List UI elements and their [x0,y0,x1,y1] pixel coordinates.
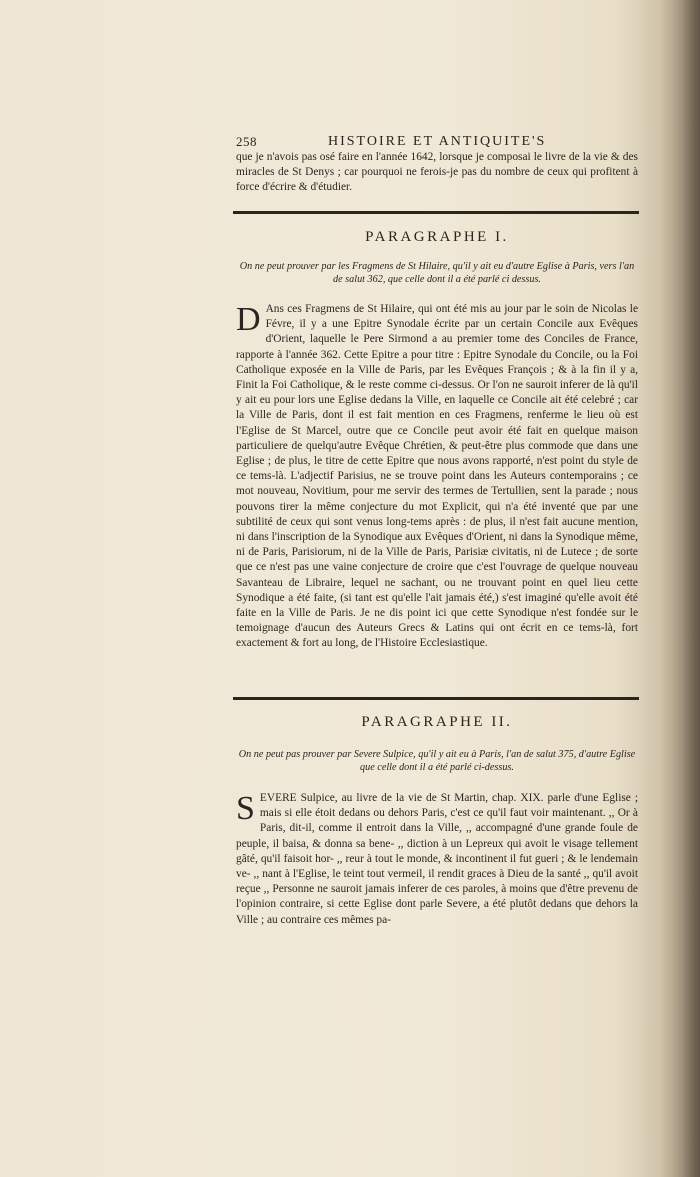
section-divider-2 [233,697,639,700]
book-spine-shadow [660,0,700,1177]
paragraph2-dropcap: S [236,790,255,827]
section-divider-1 [233,211,639,214]
paragraph1-subtitle: On ne peut prouver par les Fragmens de St Hilaire, qu'il y ait eu d'autre Eglise à Paris, vers l'an de salut 362, que celle dont il a été parlé ci dessus. [239,261,635,285]
paragraph1-title: PARAGRAPHE I. [365,229,509,245]
paragraph2-subtitle: On ne peut pas prouver par Severe Sulpice, qu'il y ait eu à Paris, l'an de salut 375, d'autre Eglise que celle dont il a été parlé ci-dessus. [238,749,636,773]
page-header [236,134,638,150]
paragraph1-dropcap: D [236,301,261,338]
paragraph2-title: PARAGRAPHE II. [361,714,513,730]
paragraph2-body [236,791,638,928]
paragraph1-text: Ans ces Fragmens de St Hilaire, qui ont été mis au jour par le soin de Nicolas le Févre, il y a une Epitre Synodale écrite par un certain Concile aux Evêques d'Orient, laquelle le Pere Sirmond a au premier tome des Conciles de France, rapporte à l'année 362. Cette Epitre a pour titre : Epitre Synodale du Concile, ou la Foi Catholique exposée en la Ville de Paris, par les Evêques François ; & à la fin il y a, Finit la Foi Catholique, & le reste comme ci-dessus. Or l'on ne sauroit inferer de là qu'il y ait eu pour lors une Eglise dedans la Ville, en laquelle ce Concile ait été celebré ; car la Ville de Paris, dont il est fait mention en ces Fragmens, renferme le lieu où est l'Eglise de St Marcel, outre que ce Concile peut avoir été fait en quelque maison particuliere de quelqu'autre Evêque Chrétien, & peut-être plus commode que dans une Eglise ; de plus, le titre de cette Epitre que nous avons rapporté, n'est point du style de ce tems-là. L'adjectif Parisius, ne se trouve point dans les Auteurs contemporains ; ce mot nouveau, Novitium, pour me servir des termes de Tertullien, sent la parade ; nous pouvons tirer la même conjecture du mot Explicit, qui n'a été inventé que par une subtilité de ceux qui sont venus long-tems après : de plus, il n'est fait aucune mention, ni dans l'inscription de la Synodique aux Evêques d'Orient, ni dans la Synodique même, ni de Paris, Parisiorum, ni de la Ville de Paris, Parisiæ civitatis, ni de Lutece ; de sorte que ce n'est pas une vaine conjecture de croire que c'est l'ouvrage de quelque nouveau Savanteau de Libraire, lequel ne sachant, ou ne trouvant point en quel lieu cette Synodique a été faite, (si tant est qu'elle l'ait jamais été,) s'est imaginé qu'elle avoit été faite en la Ville de Paris. Je ne dis point ici que cette Synodique n'est fondée sur le temoignage d'aucun des Auteurs Grecs & Latins qui ont écrit en ce tems-là, fort exactement & fort au long, de l'Histoire Ecclesiastique. [236,303,638,650]
paragraph2-text: EVERE Sulpice, au livre de la vie de St Martin, chap. XIX. parle d'une Eglise ; mais si elle étoit dedans ou dehors Paris, c'est ce qu'il faut voir maintenant. ,, Or à Paris, dit-il, comme il entroit dans la Ville, ,, accompagné d'une grande foule de peuple, il baisa, & donna sa bene- ,, diction à un Lepreux qui avoit le visage tellement gâté, qu'il faisoit hor- ,, reur à tout le monde, & incontinent il fut gueri ; & le lendemain ve- ,, nant à l'Eglise, le teint tout vermeil, il rendit graces à Dieu de la santé ,, qu'il avoit reçue ,, Personne ne sauroit jamais inferer de ces paroles, à moins que d'être prevenu de l'opinion contraire, si cette Eglise dont parle Severe, a été plutôt dedans que dehors la Ville ; au contraire ces mêmes pa- [236,792,638,926]
running-title: HISTOIRE ET ANTIQUITE'S [328,134,547,149]
page-number: 258 [236,134,257,149]
intro-text: que je n'avois pas osé faire en l'année 1642, lorsque je composai le livre de la vie & des miracles de St Denys ; car pourquoi ne ferois-je pas du nombre de ceux qui profitent à force d'écrire & d'étudier. [236,151,638,194]
paragraph1-body [236,302,638,652]
